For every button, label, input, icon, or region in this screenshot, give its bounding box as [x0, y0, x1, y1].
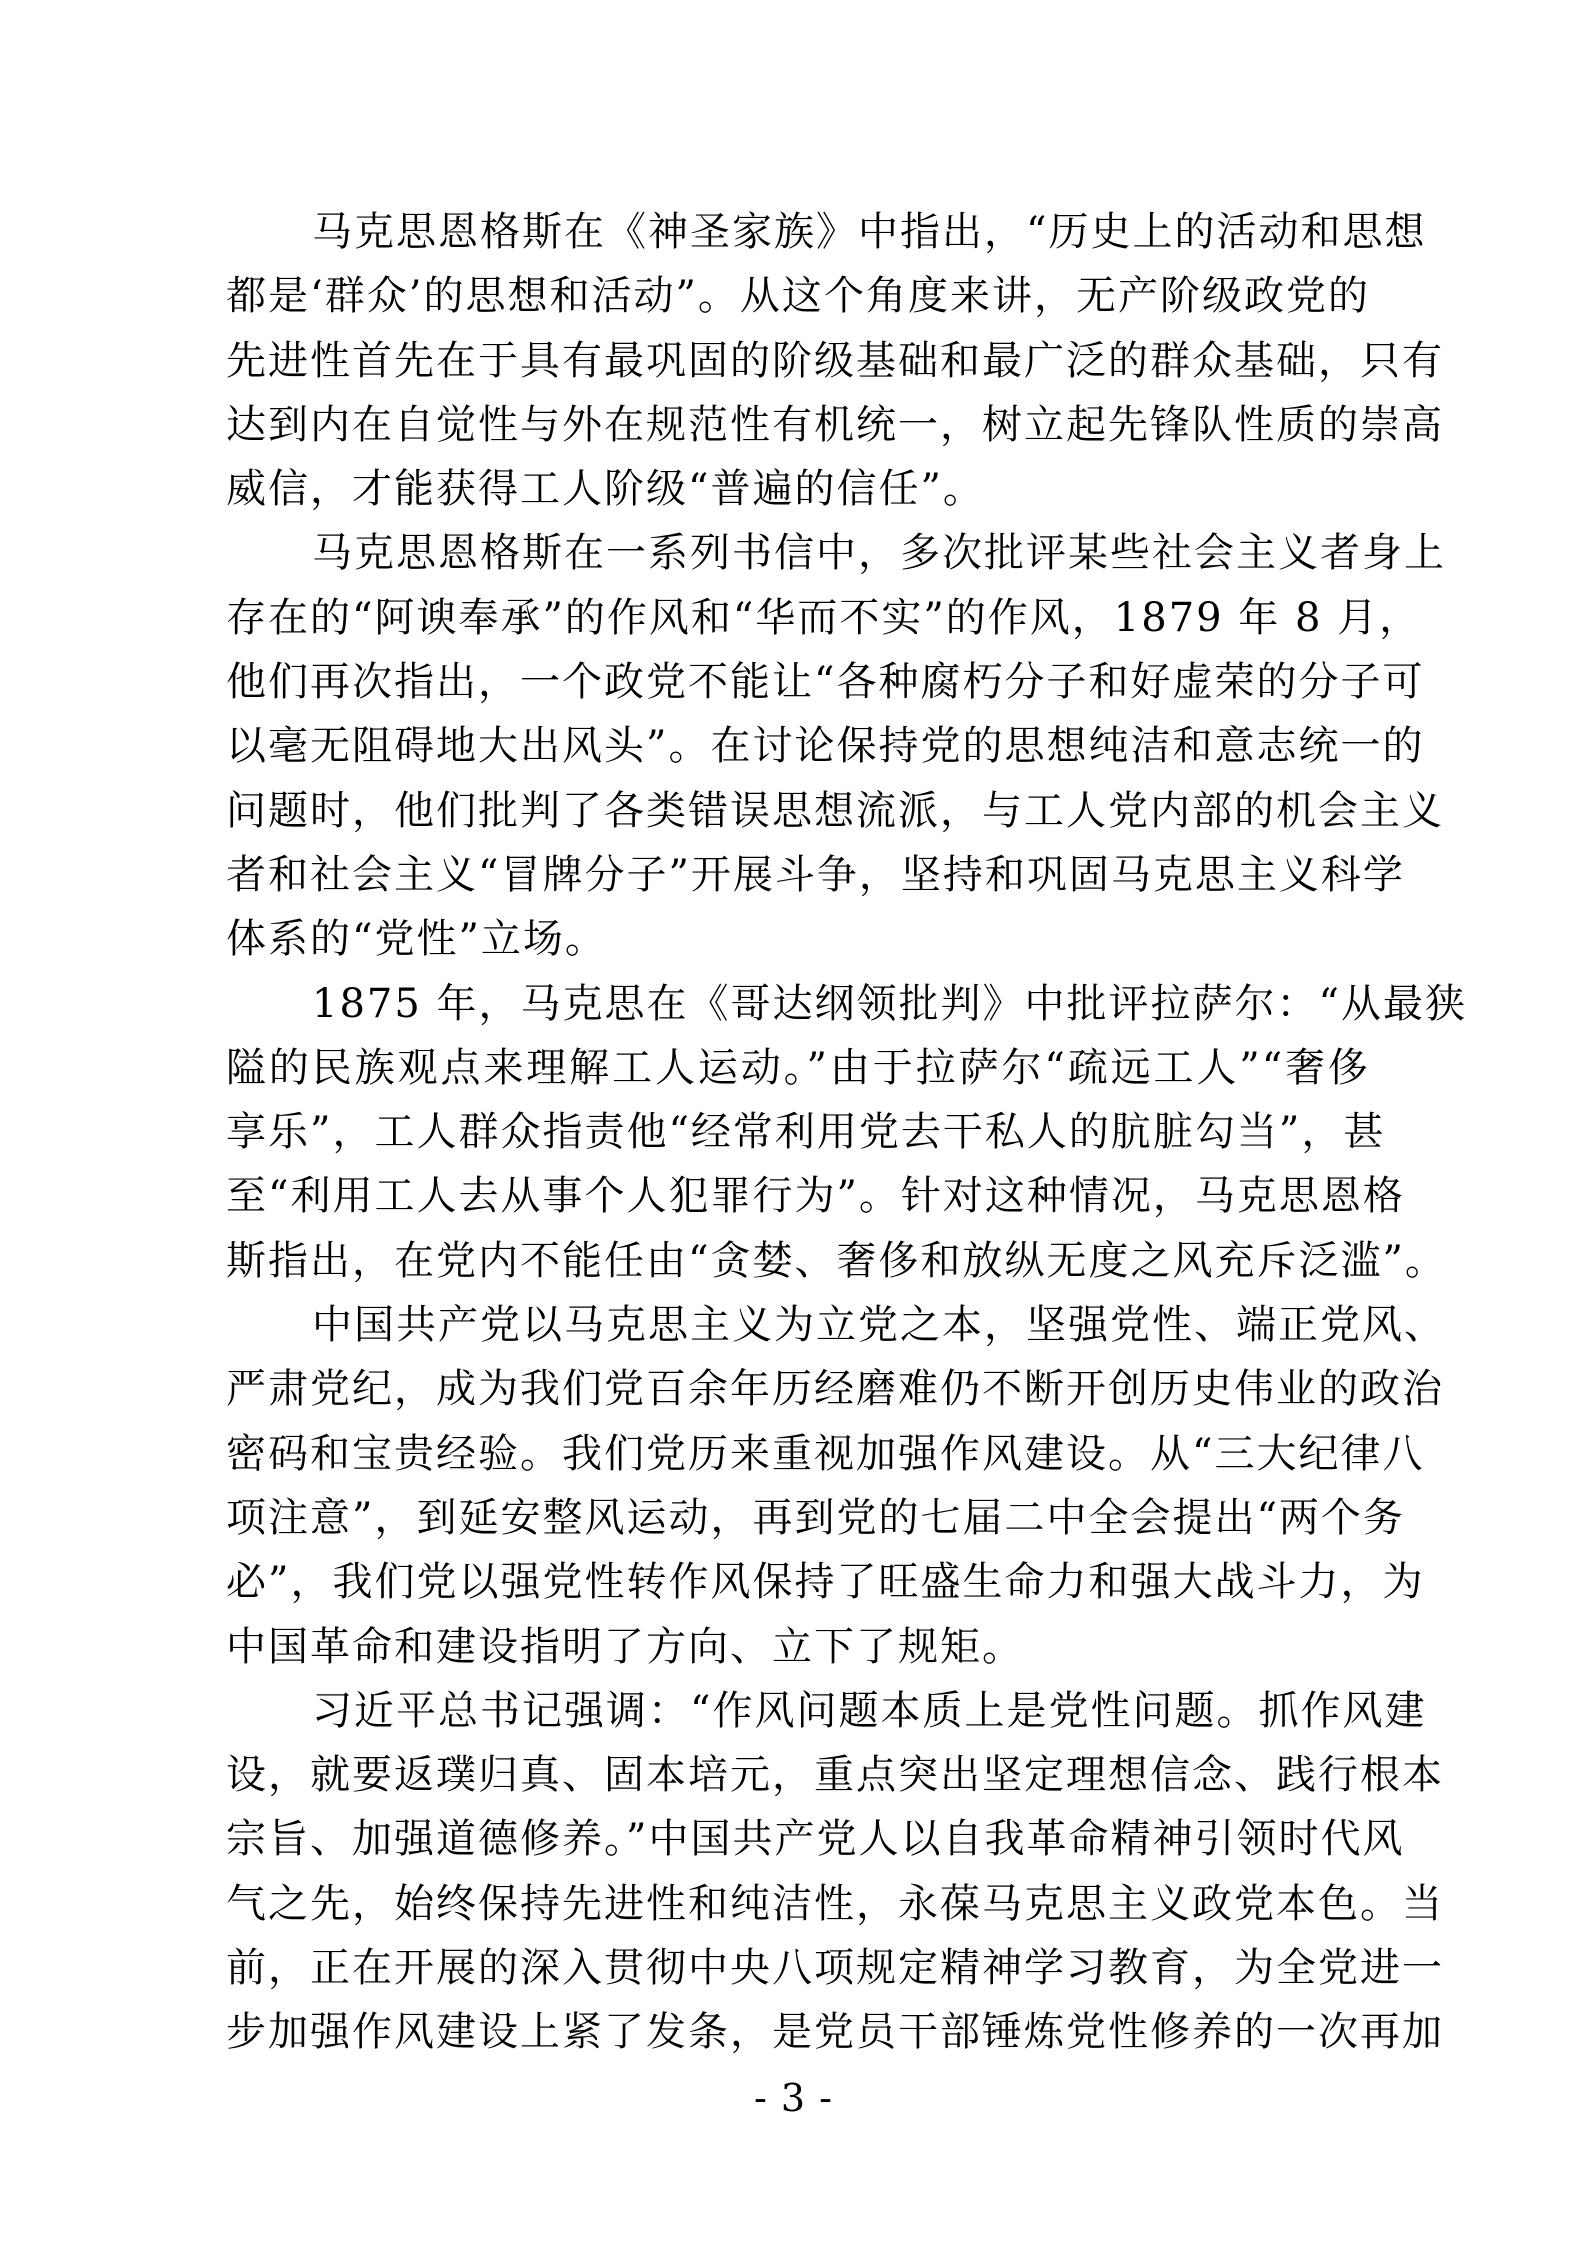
- text-line: 马克思恩格斯在《神圣家族》中指出，“历史上的活动和思想: [312, 209, 1427, 255]
- text-line: 气之先，始终保持先进性和纯洁性，永葆马克思主义政党本色。当: [226, 1880, 1444, 1927]
- text-line: 宗旨、加强道德修养。”中国共产党人以自我革命精神引领时代风: [226, 1816, 1405, 1863]
- text-line: 中国革命和建设指明了方向、立下了规矩。: [226, 1623, 1024, 1670]
- text-line: 隘的民族观点来理解工人运动。”由于拉萨尔“疏远工人”“奢侈: [226, 1044, 1370, 1091]
- text-line: 步加强作风建设上紧了发条，是党员干部锤炼党性修养的一次再加: [226, 2009, 1444, 2056]
- text-line: 1875 年，马克思在《哥达纲领批判》中批评拉萨尔：“从最狭: [312, 980, 1467, 1027]
- text-line: 达到内在自觉性与外在规范性有机统一，树立起先锋队性质的崇高: [226, 401, 1444, 448]
- text-line: 项注意”，到延安整风运动，再到党的七届二中全会提出“两个务: [226, 1494, 1405, 1541]
- paragraph: [226, 200, 1444, 521]
- paragraph: [226, 972, 1467, 1293]
- text-line: 威信，才能获得工人阶级“普遍的信任”。: [226, 466, 985, 513]
- text-line: 体系的“党性”立场。: [226, 916, 607, 963]
- text-line: 必”，我们党以强党性转作风保持了旺盛生命力和强大战斗力，为: [226, 1559, 1425, 1606]
- document-body: [226, 200, 1467, 2065]
- text-line: 习近平总书记强调：“作风问题本质上是党性问题。抓作风建: [312, 1687, 1427, 1734]
- text-line: 前，正在开展的深入贯彻中央八项规定精神学习教育，为全党进一: [226, 1945, 1444, 1992]
- paragraph: [226, 521, 1446, 971]
- text-line: 问题时，他们批判了各类错误思想流派，与工人党内部的机会主义: [226, 787, 1444, 834]
- text-line: 存在的“阿谀奉承”的作风和“华而不实”的作风，1879 年 8 月，: [226, 594, 1422, 641]
- text-line: 严肃党纪，成为我们党百余年历经磨难仍不断开创历史伟业的政治: [226, 1366, 1444, 1413]
- text-line: 先进性首先在于具有最巩固的阶级基础和最广泛的群众基础，只有: [226, 337, 1444, 384]
- text-line: 斯指出，在党内不能任由“贪婪、奢侈和放纵无度之风充斥泛滥”。: [226, 1237, 1447, 1284]
- text-line: 设，就要返璞归真、固本培元，重点突出坚定理想信念、践行根本: [226, 1752, 1444, 1799]
- text-line: 中国共产党以马克思主义为立党之本，坚强党性、端正党风、: [312, 1302, 1446, 1349]
- text-line: 以毫无阻碍地大出风头”。在讨论保持党的思想纯洁和意志统一的: [226, 723, 1425, 770]
- text-line: 密码和宝贵经验。我们党历来重视加强作风建设。从“三大纪律八: [226, 1430, 1425, 1477]
- text-line: 者和社会主义“冒牌分子”开展斗争，坚持和巩固马克思主义科学: [226, 851, 1405, 898]
- text-line: 他们再次指出，一个政党不能让“各种腐朽分子和好虚荣的分子可: [226, 659, 1425, 706]
- text-line: 至“利用工人去从事个人犯罪行为”。针对这种情况，马克思恩格: [226, 1173, 1405, 1220]
- paragraph: [226, 1293, 1446, 1679]
- paragraph: [226, 1679, 1444, 2065]
- page-number: - 3 -: [753, 2076, 833, 2120]
- text-line: 马克思恩格斯在一系列书信中，多次批评某些社会主义者身上: [312, 530, 1446, 577]
- text-line: 都是‘群众’的思想和活动”。从这个角度来讲，无产阶级政党的: [226, 273, 1370, 320]
- text-line: 享乐”，工人群众指责他“经常利用党去干私人的肮脏勾当”，甚: [226, 1109, 1386, 1156]
